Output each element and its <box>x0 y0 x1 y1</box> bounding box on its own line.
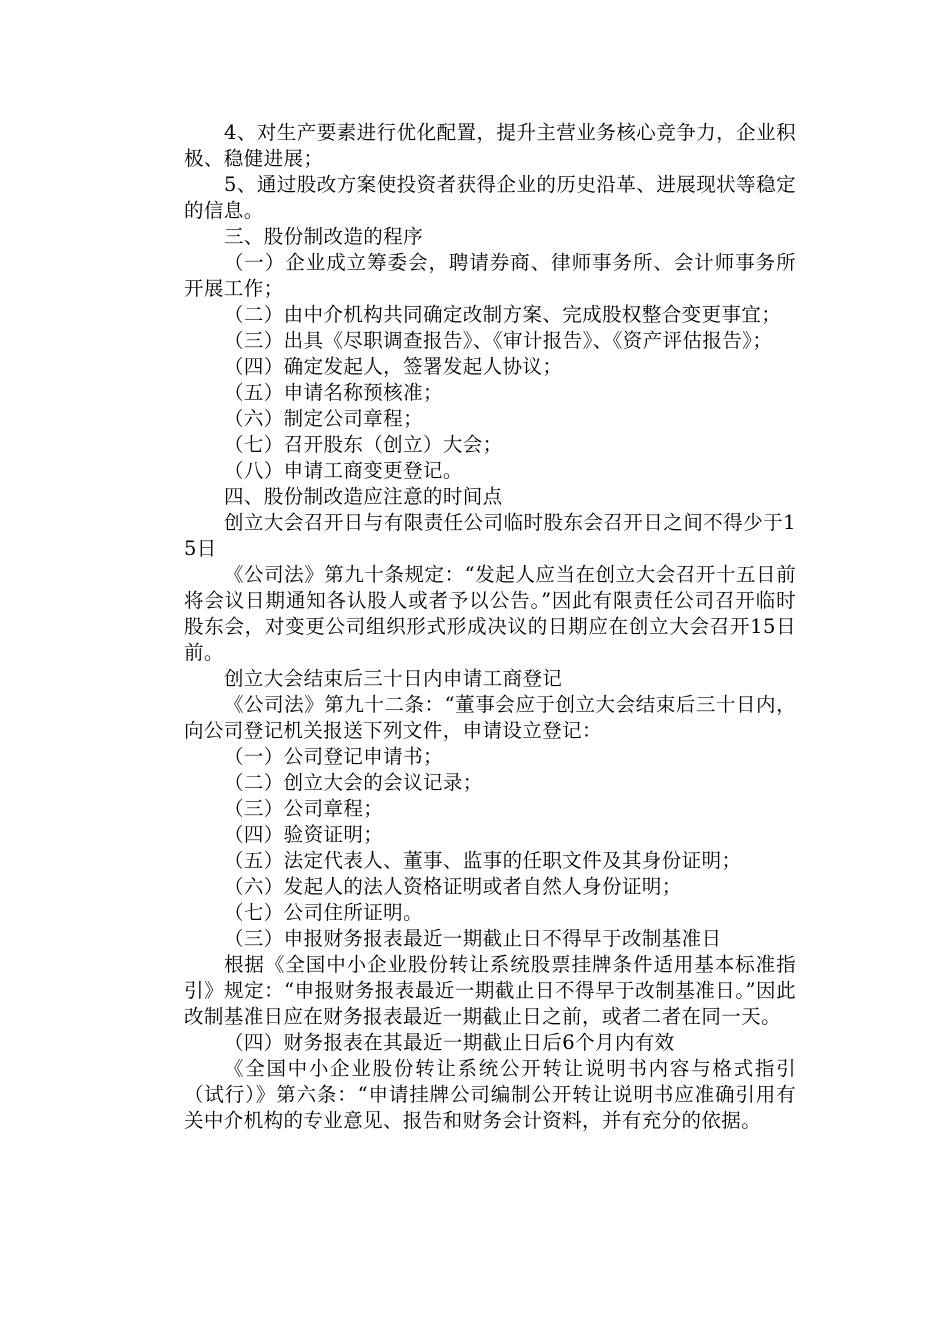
filing-document-2: （二）创立大会的会议记录； <box>223 771 483 794</box>
section-heading-timeline: 四、股份制改造应注意的时间点 <box>223 485 503 508</box>
timeline-point-2-body: 《公司法》第九十二条：“董事会应于创立大会结束后三十日内，向公司登记机关报送下列文件，申请设立登记： <box>184 693 796 742</box>
procedure-step-8: （八）申请工商变更登记。 <box>223 459 463 482</box>
filing-document-3: （三）公司章程； <box>223 797 384 820</box>
timeline-point-1-body: 《公司法》第九十条规定：“发起人应当在创立大会召开十五日前将会议日期通知各认股人或者予以公告。”因此有限责任公司召开临时股东会，对变更公司组织形式形成决议的日期应在创立大会召开15日前。 <box>184 563 796 664</box>
filing-document-5: （五）法定代表人、董事、监事的任职文件及其身份证明； <box>223 849 742 872</box>
timeline-point-4-heading: （四）财务报表在其最近一期截止日后6个月内有效 <box>223 1031 675 1054</box>
procedure-step-5: （五）申请名称预核准； <box>223 381 443 404</box>
procedure-step-7: （七）召开股东（创立）大会； <box>223 433 503 456</box>
procedure-step-1: （一）企业成立筹委会，聘请券商、律师事务所、会计师事务所开展工作； <box>184 251 796 300</box>
procedure-step-4: （四）确定发起人，签署发起人协议； <box>223 355 563 378</box>
filing-document-1: （一）公司登记申请书； <box>223 745 443 768</box>
paragraph-item-5: 5、通过股改方案使投资者获得企业的历史沿革、进展现状等稳定的信息。 <box>184 173 796 222</box>
procedure-step-2: （二）由中介机构共同确定改制方案、完成股权整合变更事宜； <box>223 303 782 326</box>
timeline-point-1-heading: 创立大会召开日与有限责任公司临时股东会召开日之间不得少于15日 <box>184 511 796 560</box>
paragraph-item-4: 4、对生产要素进行优化配置，提升主营业务核心竞争力，企业积极、稳健进展； <box>184 121 796 170</box>
procedure-step-3: （三）出具《尽职调查报告》、《审计报告》、《资产评估报告》； <box>223 329 773 352</box>
filing-document-4: （四）验资证明； <box>223 823 384 846</box>
filing-document-6: （六）发起人的法人资格证明或者自然人身份证明； <box>223 875 682 898</box>
timeline-point-4-body: 《全国中小企业股份转让系统公开转让说明书内容与格式指引（试行）》第六条：“申请挂牌公司编制公开转让说明书应准确引用有关中介机构的专业意见、报告和财务会计资料，并有充分的依据。 <box>184 1057 796 1132</box>
section-heading-procedure: 三、股份制改造的程序 <box>223 225 423 248</box>
timeline-point-2-heading: 创立大会结束后三十日内申请工商登记 <box>223 667 563 690</box>
filing-document-7: （七）公司住所证明。 <box>223 901 423 924</box>
timeline-point-3-body: 根据《全国中小企业股份转让系统股票挂牌条件适用基本标准指引》规定：“申报财务报表最近一期截止日不得早于改制基准日。”因此改制基准日应在财务报表最近一期截止日之前，或者二者在同一天。 <box>184 953 796 1028</box>
procedure-step-6: （六）制定公司章程； <box>223 407 423 430</box>
document-body <box>184 120 796 1134</box>
timeline-point-3-heading: （三）申报财务报表最近一期截止日不得早于改制基准日 <box>223 927 722 950</box>
